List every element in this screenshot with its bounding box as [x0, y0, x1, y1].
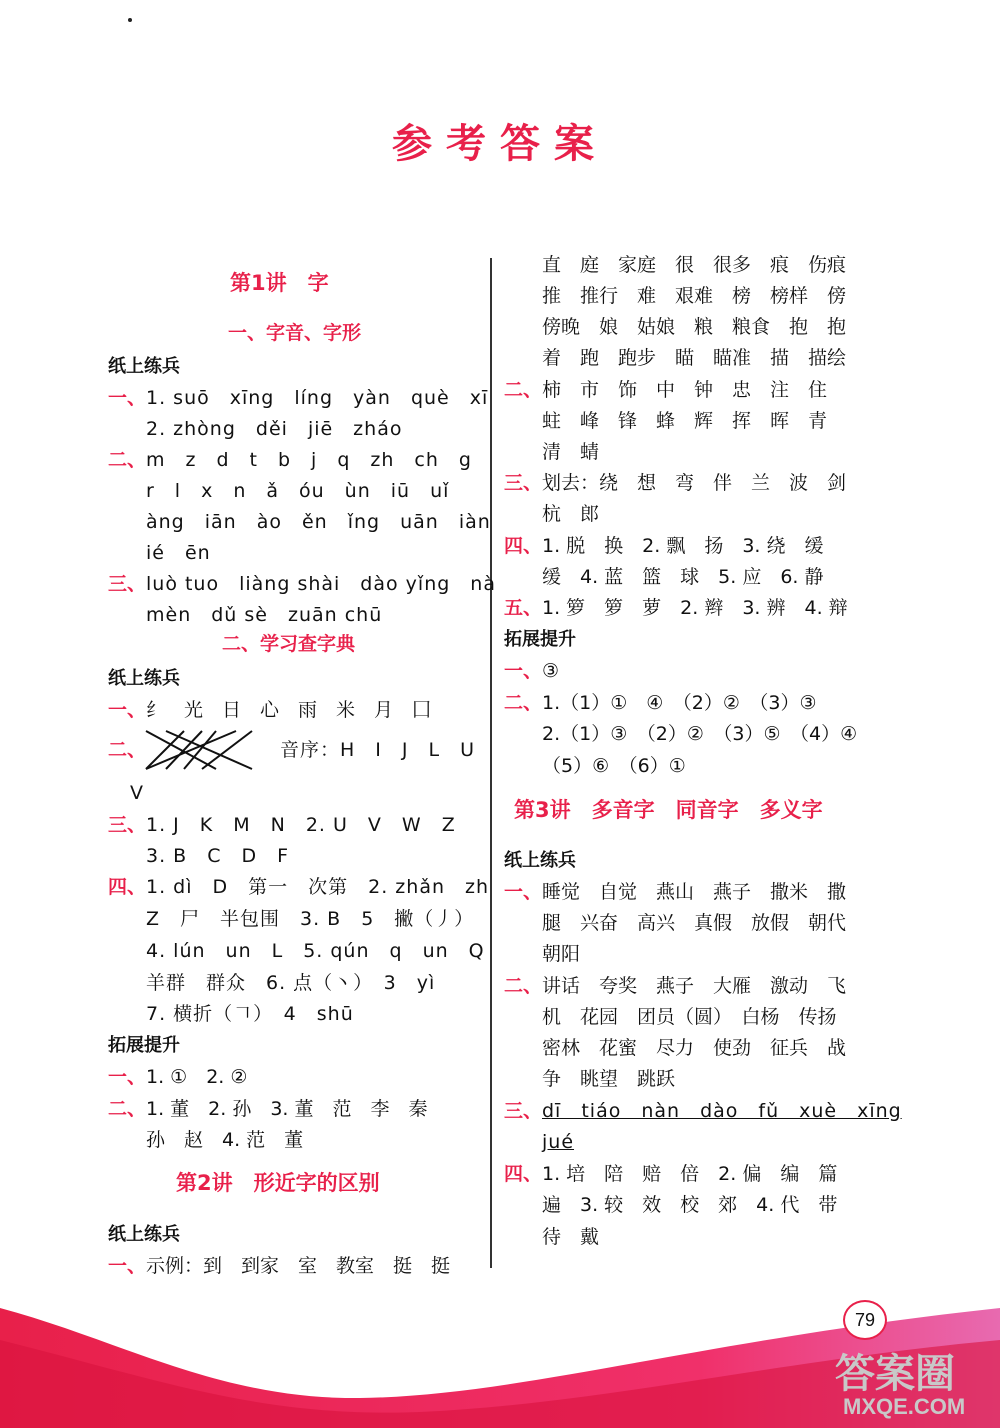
answer-line: 1. 董 2. 孙 3. 董 范 李 秦 — [146, 1098, 428, 1120]
question-label: 二、 — [108, 449, 147, 471]
answer-line: 孙 赵 4. 范 董 — [146, 1129, 304, 1151]
answer-line: Z 尸 半包围 3. B 5 撇（丿） — [146, 908, 475, 930]
answer-line: 羊群 群众 6. 点（丶） 3 yì — [146, 972, 436, 994]
answer-line: V — [130, 782, 144, 804]
answer-line: 朝阳 — [542, 943, 581, 965]
answer-line: 缓 4. 蓝 篮 球 5. 应 6. 静 — [542, 566, 824, 588]
question-label: 一、 — [504, 660, 543, 682]
watermark-logo — [835, 1342, 1000, 1428]
answer-line: 划去：绕 想 弯 伴 兰 波 剑 — [542, 472, 847, 494]
answer-line: 1. J K M N 2. U V W Z — [146, 814, 456, 836]
subheading: 纸上练兵 — [504, 850, 576, 871]
question-label: 三、 — [504, 1100, 543, 1122]
answer-line: 直 庭 家庭 很 很多 痕 伤痕 — [542, 254, 847, 276]
answer-line: 待 戴 — [542, 1226, 600, 1248]
subheading: 拓展提升 — [108, 1035, 180, 1056]
answer-line: 2. zhòng děi jiē zháo — [146, 418, 403, 440]
answer-line: 1.（1）① ④ （2）② （3）③ — [542, 692, 817, 714]
answer-line: 1. 箩 箩 萝 2. 辫 3. 辨 4. 辩 — [542, 597, 848, 619]
answer-line: 讲话 夸奖 燕子 大雁 激动 飞 — [542, 975, 847, 997]
question-label: 一、 — [108, 699, 147, 721]
ink-dot — [128, 18, 132, 22]
section-title: 一、字音、字形 — [228, 322, 362, 344]
question-label: 四、 — [504, 535, 543, 557]
answer-line: r l x n ǎ óu ùn iū uǐ — [146, 480, 450, 502]
question-label: 三、 — [108, 573, 147, 595]
answer-line: ③ — [542, 660, 560, 682]
subheading: 拓展提升 — [504, 629, 576, 650]
subheading: 纸上练兵 — [108, 1224, 180, 1245]
answer-line: àng iān ào ěn ǐng uān iàn — [146, 511, 491, 533]
column-divider — [490, 258, 492, 1268]
answer-line: （5）⑥ （6）① — [542, 755, 686, 777]
question-label: 五、 — [504, 597, 543, 619]
question-label: 四、 — [504, 1163, 543, 1185]
answer-line: 清 蜻 — [542, 441, 600, 463]
subheading: 纸上练兵 — [108, 668, 180, 689]
lecture-3-title: 第3讲 多音字 同音字 多义字 — [514, 798, 823, 822]
answer-line: 纟 光 日 心 雨 米 月 囗 — [146, 699, 432, 721]
answer-line: luò tuo liàng shài dào yǐng nà — [146, 573, 496, 595]
page-title: 参考答案 — [392, 121, 608, 167]
subheading: 纸上练兵 — [108, 356, 180, 377]
question-label: 四、 — [108, 876, 147, 898]
watermark-brand: 答案圈 — [835, 1351, 955, 1397]
watermark-url: MXQE.COM — [843, 1394, 966, 1419]
answer-line: 柿 市 饰 中 钟 忠 注 住 — [542, 379, 828, 401]
question-label: 三、 — [504, 472, 543, 494]
answer-line: 示例：到 到家 室 教室 挺 挺 — [146, 1255, 451, 1277]
question-label: 二、 — [504, 379, 543, 401]
answer-line: 1. suō xīng líng yàn què xī — [146, 387, 489, 409]
answer-line: 1. ① 2. ② — [146, 1066, 248, 1088]
answer-line: 机 花园 团员（圆） 白杨 传扬 — [542, 1006, 837, 1028]
question-label: 二、 — [504, 692, 543, 714]
question-label: 一、 — [504, 881, 543, 903]
answer-line: 音序：H I J L U — [280, 739, 475, 761]
answer-line: 7. 横折（𠃍） 4 shū — [146, 1003, 354, 1025]
answer-line: mèn dǔ sè zuān chū — [146, 604, 383, 626]
answer-line: 蛀 峰 锋 蜂 辉 挥 晖 青 — [542, 410, 828, 432]
answer-line: jué — [542, 1131, 575, 1153]
answer-line: 4. lún un L 5. qún q un Q — [146, 940, 485, 962]
answer-line: 争 眺望 跳跃 — [542, 1068, 676, 1090]
answer-line: m z d t b j q zh ch g — [146, 449, 472, 471]
question-label: 二、 — [504, 975, 543, 997]
page-number: 79 — [843, 1300, 887, 1340]
answer-line: dī tiáo nàn dào fǔ xuè xīng — [542, 1100, 902, 1122]
question-label: 一、 — [108, 1255, 147, 1277]
question-label: 三、 — [108, 814, 147, 836]
answer-line: 密林 花蜜 尽力 使劲 征兵 战 — [542, 1037, 847, 1059]
section-title: 二、学习查字典 — [222, 633, 356, 655]
answer-line: 着 跑 跑步 瞄 瞄准 描 描绘 — [542, 347, 847, 369]
question-label: 一、 — [108, 1066, 147, 1088]
lecture-2-title: 第2讲 形近字的区别 — [176, 1171, 380, 1195]
lecture-1-title: 第1讲 字 — [230, 271, 329, 295]
matching-lines-diagram — [144, 727, 256, 773]
answer-line: 遍 3. 较 效 校 郊 4. 代 带 — [542, 1194, 838, 1216]
question-label: 一、 — [108, 387, 147, 409]
answer-line: 1. dì D 第一 次第 2. zhǎn zh — [146, 876, 490, 898]
answer-line: 傍晚 娘 姑娘 粮 粮食 抱 抱 — [542, 316, 847, 338]
answer-line: 3. B C D F — [146, 845, 290, 867]
answer-line: 杭 郎 — [542, 503, 600, 525]
answer-line: ié ēn — [146, 542, 211, 564]
answer-line: 1. 培 陪 赔 倍 2. 偏 编 篇 — [542, 1163, 838, 1185]
answer-line: 2.（1）③ （2）② （3）⑤ （4）④ — [542, 723, 858, 745]
answer-line: 推 推行 难 艰难 榜 榜样 傍 — [542, 285, 847, 307]
question-label: 二、 — [108, 1098, 147, 1120]
answer-line: 1. 脱 换 2. 飘 扬 3. 绕 缓 — [542, 535, 824, 557]
answer-line: 睡觉 自觉 燕山 燕子 撒米 撒 — [542, 881, 847, 903]
answer-line: 腿 兴奋 高兴 真假 放假 朝代 — [542, 912, 847, 934]
question-label: 二、 — [108, 739, 147, 761]
